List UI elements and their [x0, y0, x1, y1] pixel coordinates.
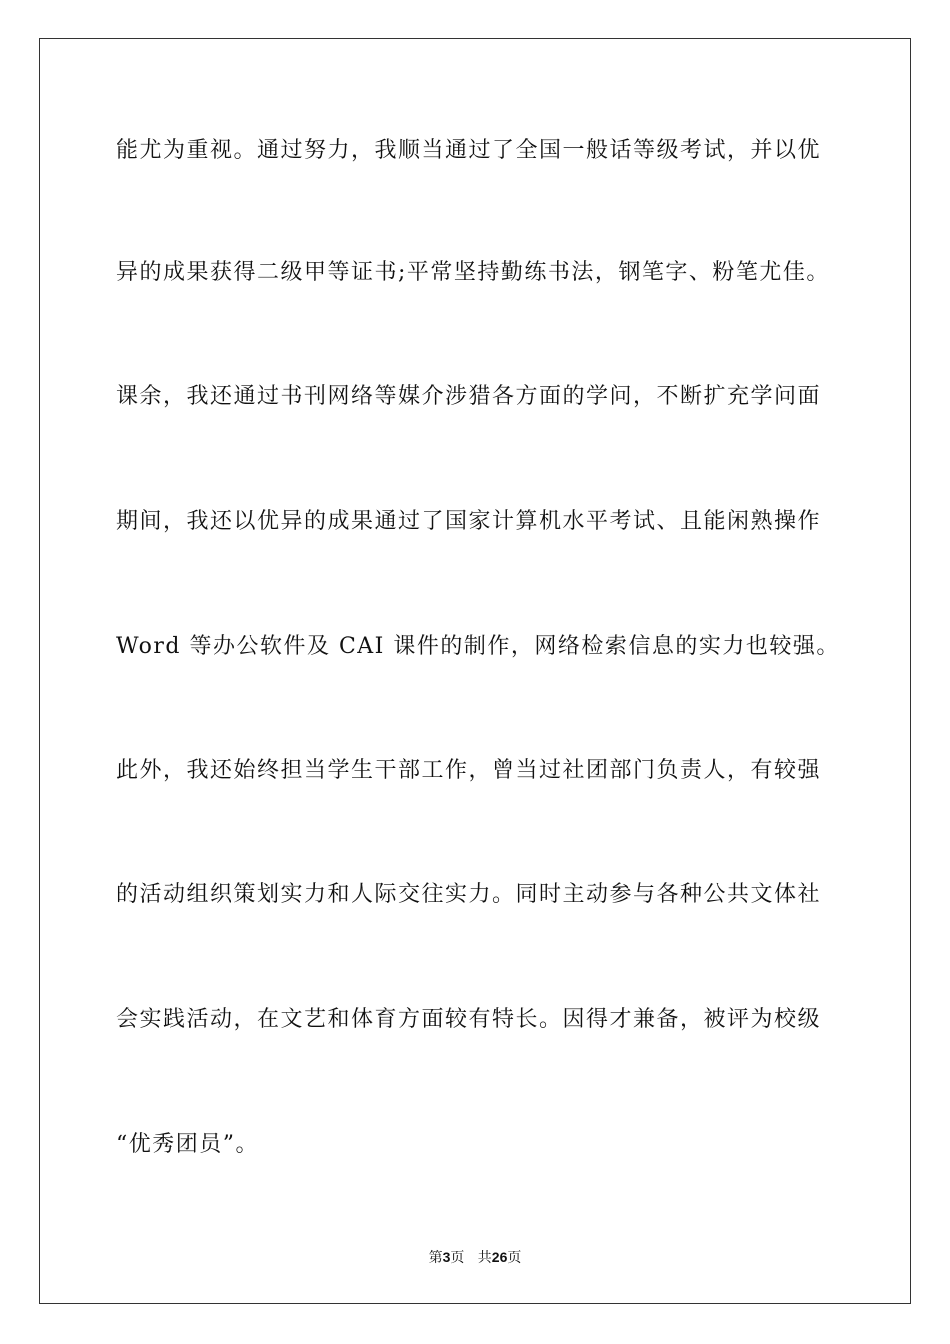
footer-total-prefix: 共 [477, 1250, 492, 1266]
body-line-3: 课余，我还通过书刊网络等媒介涉猎各方面的学问，不断扩充学问面 [116, 384, 822, 409]
page-footer [0, 1247, 950, 1267]
footer-page-prefix: 第 [428, 1250, 443, 1266]
body-line-9: “优秀团员”。 [116, 1132, 259, 1157]
footer-total-pages: 26 [491, 1249, 508, 1265]
body-line-2: 异的成果获得二级甲等证书;平常坚持勤练书法，钢笔字、粉笔尤佳。 [116, 260, 830, 285]
page-border [39, 38, 911, 1304]
body-line-7: 的活动组织策划实力和人际交往实力。同时主动参与各种公共文体社 [116, 882, 822, 907]
body-line-5: Word 等办公软件及 CAI 课件的制作，网络检索信息的实力也较强。 [116, 634, 840, 659]
body-line-6: 此外，我还始终担当学生干部工作，曾当过社团部门负责人，有较强 [116, 758, 822, 783]
footer-total-suffix: 页 [507, 1250, 522, 1266]
footer-page-suffix: 页 [450, 1250, 465, 1266]
body-line-8: 会实践活动，在文艺和体育方面较有特长。因得才兼备，被评为校级 [116, 1007, 822, 1032]
body-line-1: 能尤为重视。通过努力，我顺当通过了全国一般话等级考试，并以优 [116, 138, 822, 163]
body-line-4: 期间，我还以优异的成果通过了国家计算机水平考试、且能闲熟操作 [116, 509, 822, 534]
footer-page-number: 3 [442, 1249, 451, 1265]
